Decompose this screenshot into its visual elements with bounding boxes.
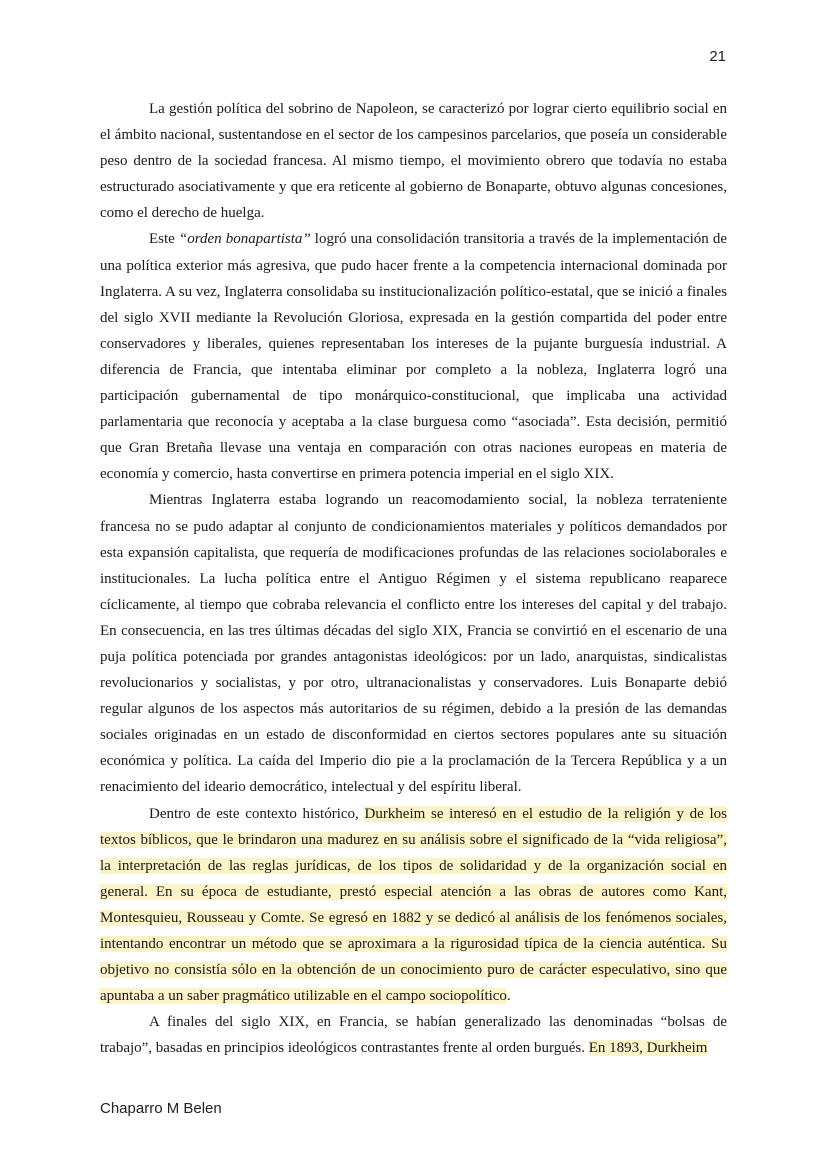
highlighted-text: Durkheim se interesó en el estudio de la religión y de los textos bíblicos, que le brindaron una madurez en su análisis sobre el significado de la “vida religiosa”, la interpretación de las reglas jurídicas, de los tipos de solidaridad y de la organización social en general. En su época de estudiante, prestó especial atención a las obras de autores como Kant, Montesquieu, Rousseau y Comte. Se egresó en 1882 y se dedicó al análisis de los fenómenos sociales, intentando encontrar un método que se aproximara a la rigurosidad típica de la ciencia auténtica. Su objetivo no consistía sólo en la obtención de un conocimiento puro de carácter especulativo, sino que apuntaba a un saber pragmático utilizable en el campo sociopolítico	[100, 805, 727, 1005]
body-text	[100, 96, 727, 1061]
paragraph	[100, 226, 727, 487]
paragraph	[100, 96, 727, 226]
paragraph	[100, 1009, 727, 1061]
text-segment: A finales del siglo XIX, en Francia, se habían generalizado las denominadas “bolsas de trabajo”, basadas en principios ideológicos contrastantes frente al orden burgués.	[100, 1014, 727, 1057]
highlighted-text: En 1893, Durkheim	[588, 1040, 708, 1057]
italic-text: “orden bonapartista”	[178, 231, 311, 248]
text-segment: La gestión política del sobrino de Napoleon, se caracterizó por lograr cierto equilibrio social en el ámbito nacional, sustentandose en el sector de los campesinos parcelarios, que poseía un considerable peso dentro de la sociedad francesa. Al mismo tiempo, el movimiento obrero que todavía no estaba estructurado asociativamente y que era reticente al gobierno de Bonaparte, obtuvo algunas concesiones, como el derecho de huelga.	[100, 101, 727, 222]
page-number: 21	[709, 48, 726, 65]
text-segment: .	[506, 988, 511, 1005]
paragraph	[100, 801, 727, 1010]
text-segment: Mientras Inglaterra estaba logrando un reacomodamiento social, la nobleza terrateniente francesa no se pudo adaptar al conjunto de condicionamientos materiales y políticos demandados por esta expansión capitalista, que requería de modificaciones profundas de las relaciones sociolaborales e institucionales. La lucha política entre el Antiguo Régimen y el sistema republicano reaparece cíclicamente, al tiempo que cobraba relevancia el conflicto entre los intereses del capital y del trabajo. En consecuencia, en las tres últimas décadas del siglo XIX, Francia se convirtió en el escenario de una puja política potenciada por grandes antagonistas ideológicos: por un lado, anarquistas, sindicalistas revolucionarios y socialistas, y por otro, ultranacionalistas y conservadores. Luis Bonaparte debió regular algunos de los aspectos más autoritarios de su régimen, debido a la presión de las demandas sociales originadas en un estado de disconformidad en ciertos sectores populares ante su situación económica y política. La caída del Imperio dio pie a la proclamación de la Tercera República y a un renacimiento del ideario democrático, intelectual y del espíritu liberal.	[100, 492, 727, 796]
text-segment: Este	[149, 231, 179, 248]
paragraph	[100, 487, 727, 800]
text-segment: Dentro de este contexto histórico,	[149, 805, 365, 822]
footer-author: Chaparro M Belen	[100, 1100, 222, 1117]
text-segment: logró una consolidación transitoria a través de la implementación de una política exterior más agresiva, que pudo hacer frente a la competencia internacional dominada por Inglaterra. A su vez, Inglaterra consolidaba su institucionalización político-estatal, que se inició a finales del siglo XVII mediante la Revolución Gloriosa, expresada en la gestión compartida del poder entre conservadores y liberales, quienes representaban los intereses de la pujante burguesía industrial. A diferencia de Francia, que intentaba eliminar por completo a la nobleza, Inglaterra logró una participación gubernamental de tipo monárquico-constitucional, que implicaba una actividad parlamentaria que reconocía y aceptaba a la clase burguesa como “asociada”. Esta decisión, permitió que Gran Bretaña llevase una ventaja en comparación con otras naciones europeas en materia de economía y comercio, hasta convertirse en primera potencia imperial en el siglo XIX.	[100, 231, 727, 483]
